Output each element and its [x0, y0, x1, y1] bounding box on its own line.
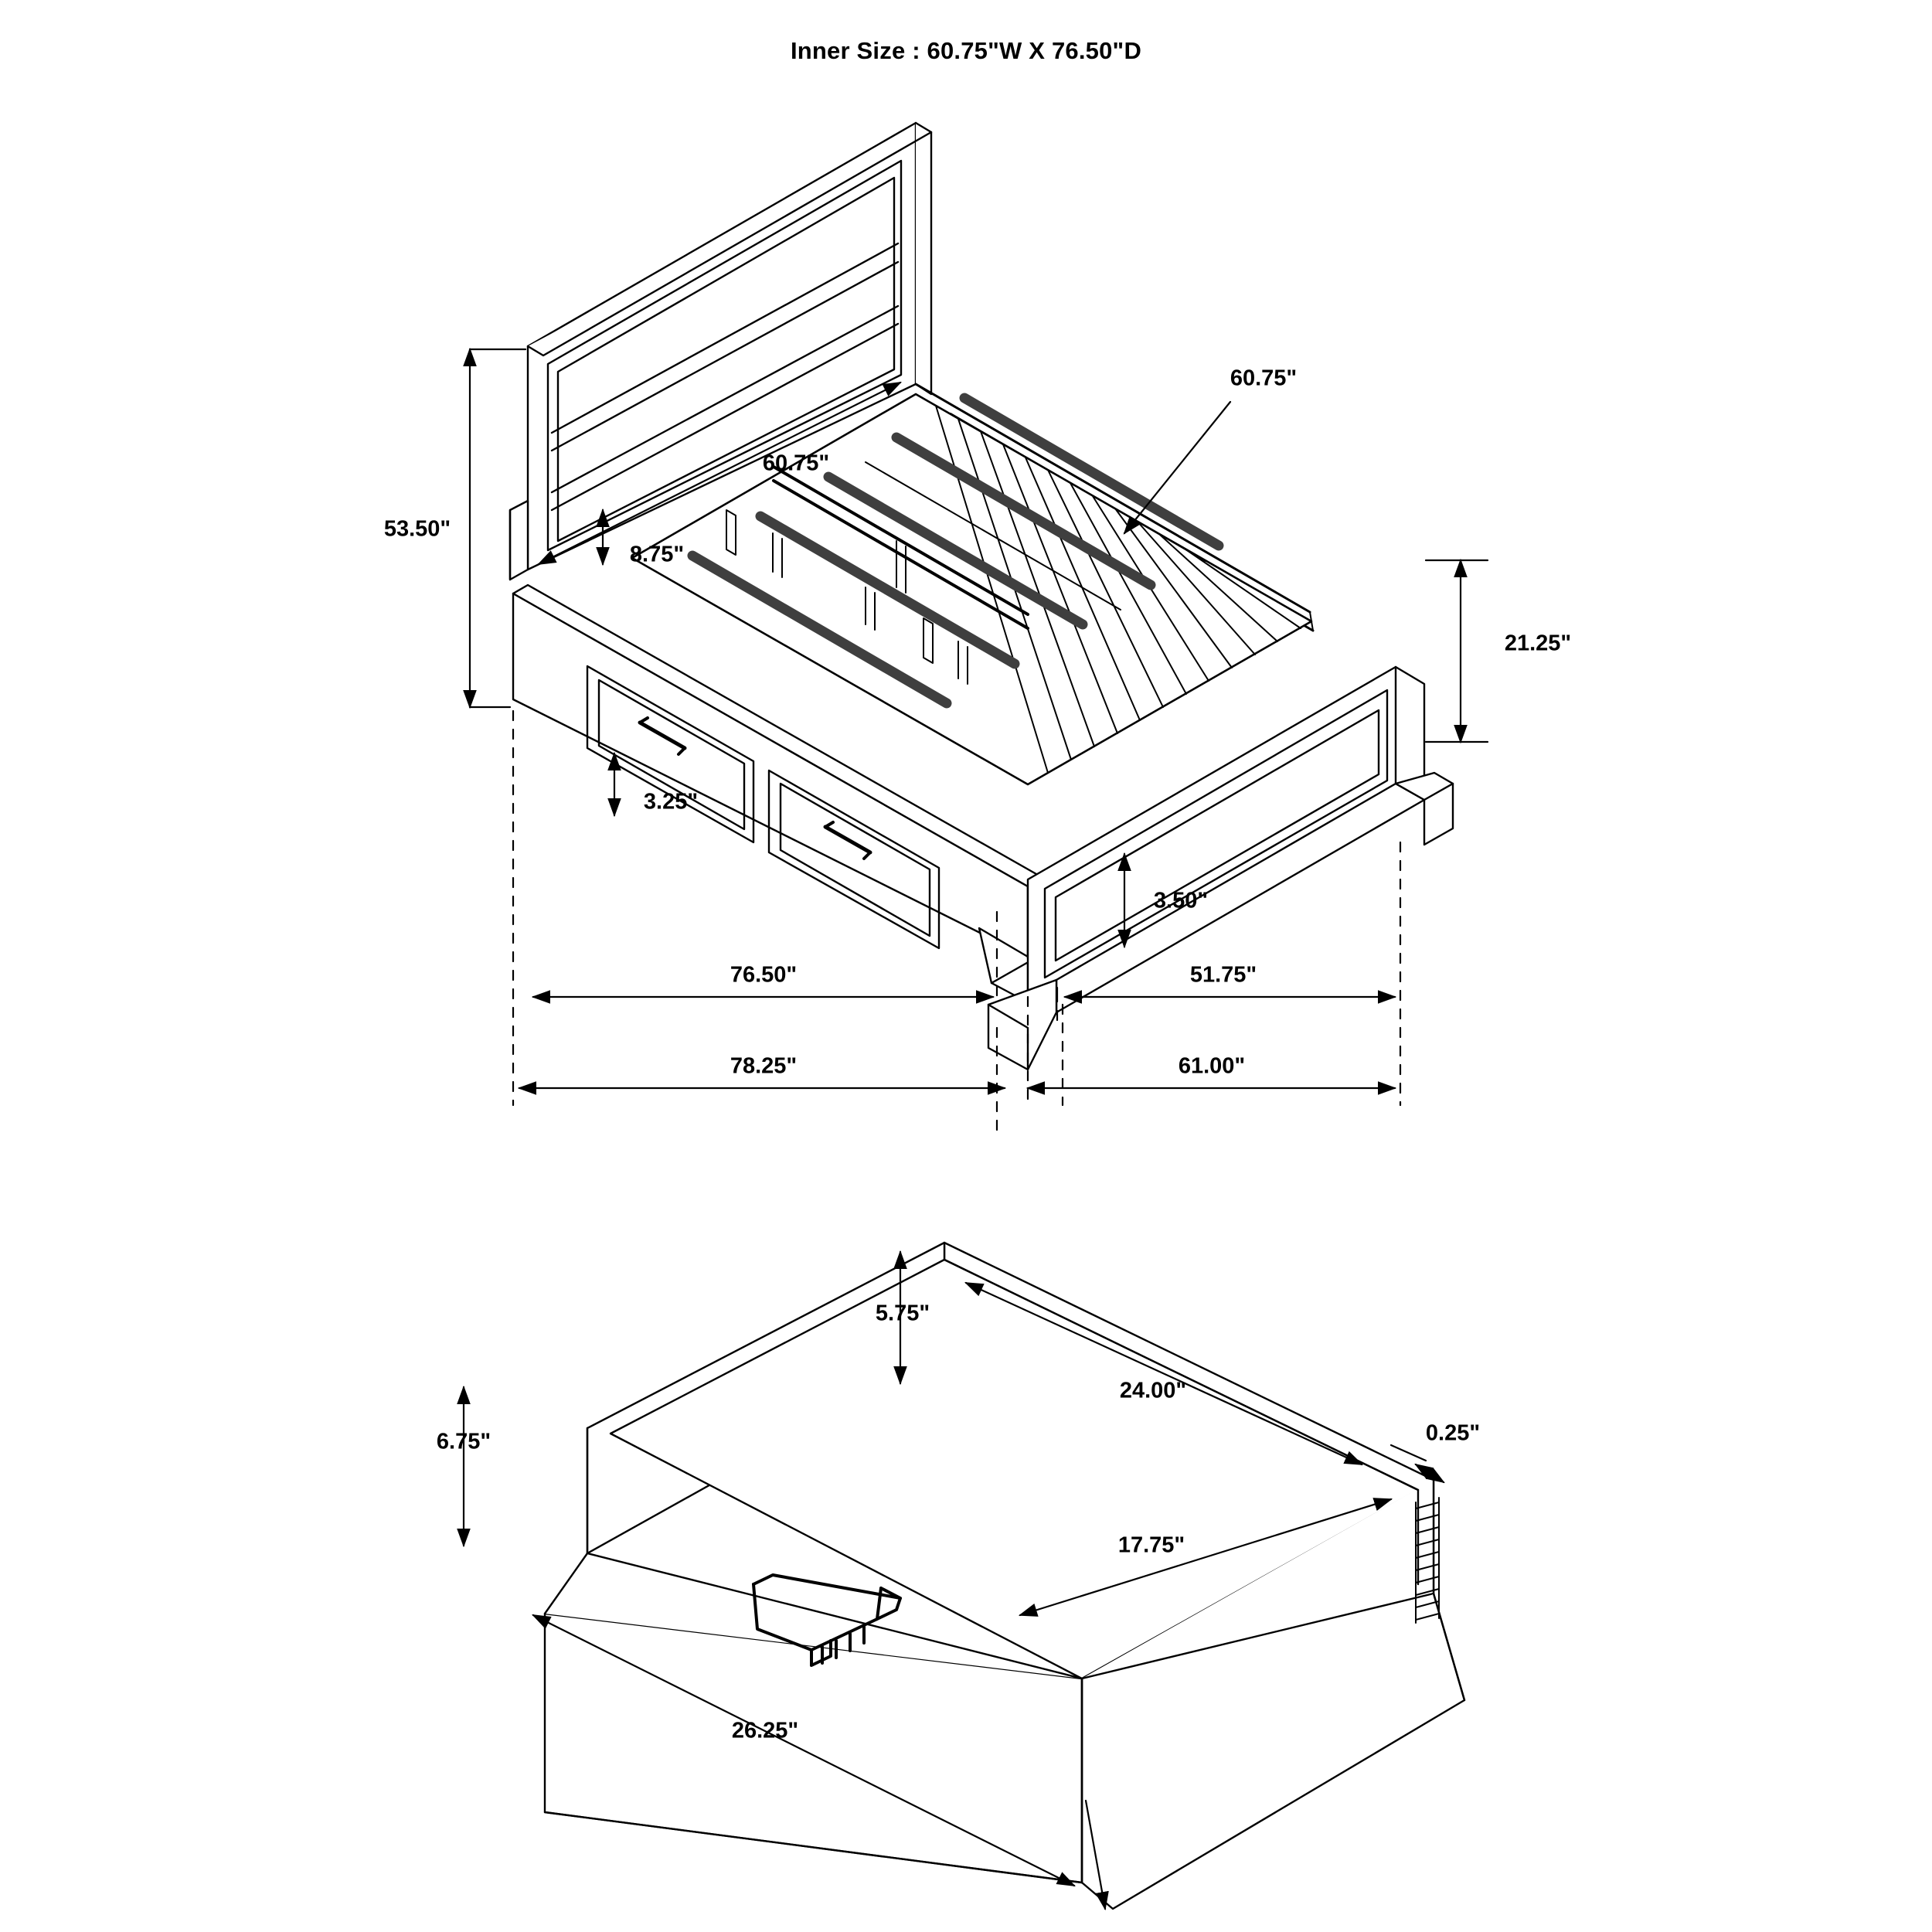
dim-drawer-inner-height: 5.75": [875, 1301, 930, 1326]
dim-floor-clearance: 3.50": [1153, 888, 1209, 913]
dim-footboard-height: 21.25": [1504, 631, 1572, 656]
dim-drawer-back-thickness: 0.25": [1425, 1420, 1481, 1446]
page-title: Inner Size : 60.75"W X 76.50"D: [790, 37, 1142, 64]
dim-drawer-inner-depth: 24.00": [1119, 1378, 1187, 1403]
dim-drawer-inner-width: 17.75": [1117, 1532, 1185, 1558]
dim-inner-length: 76.50": [730, 962, 798, 988]
dim-headboard-height: 53.50": [383, 516, 451, 542]
dim-rail-length: 51.75": [1189, 962, 1257, 988]
dim-overall-width: 61.00": [1178, 1053, 1246, 1079]
dim-overall-length: 78.25": [730, 1053, 798, 1079]
dim-headboard-panel-gap: 8.75": [629, 542, 685, 567]
drawer-geometry: [545, 1243, 1464, 1909]
dim-headboard-inner-width: 60.75": [762, 451, 830, 476]
dim-slat-span-width: 60.75": [1230, 366, 1298, 391]
dim-drawer-face-height: 3.25": [643, 789, 699, 815]
dim-drawer-side-height: 6.75": [436, 1429, 492, 1454]
dim-drawer-front-width: 26.25": [731, 1718, 799, 1743]
